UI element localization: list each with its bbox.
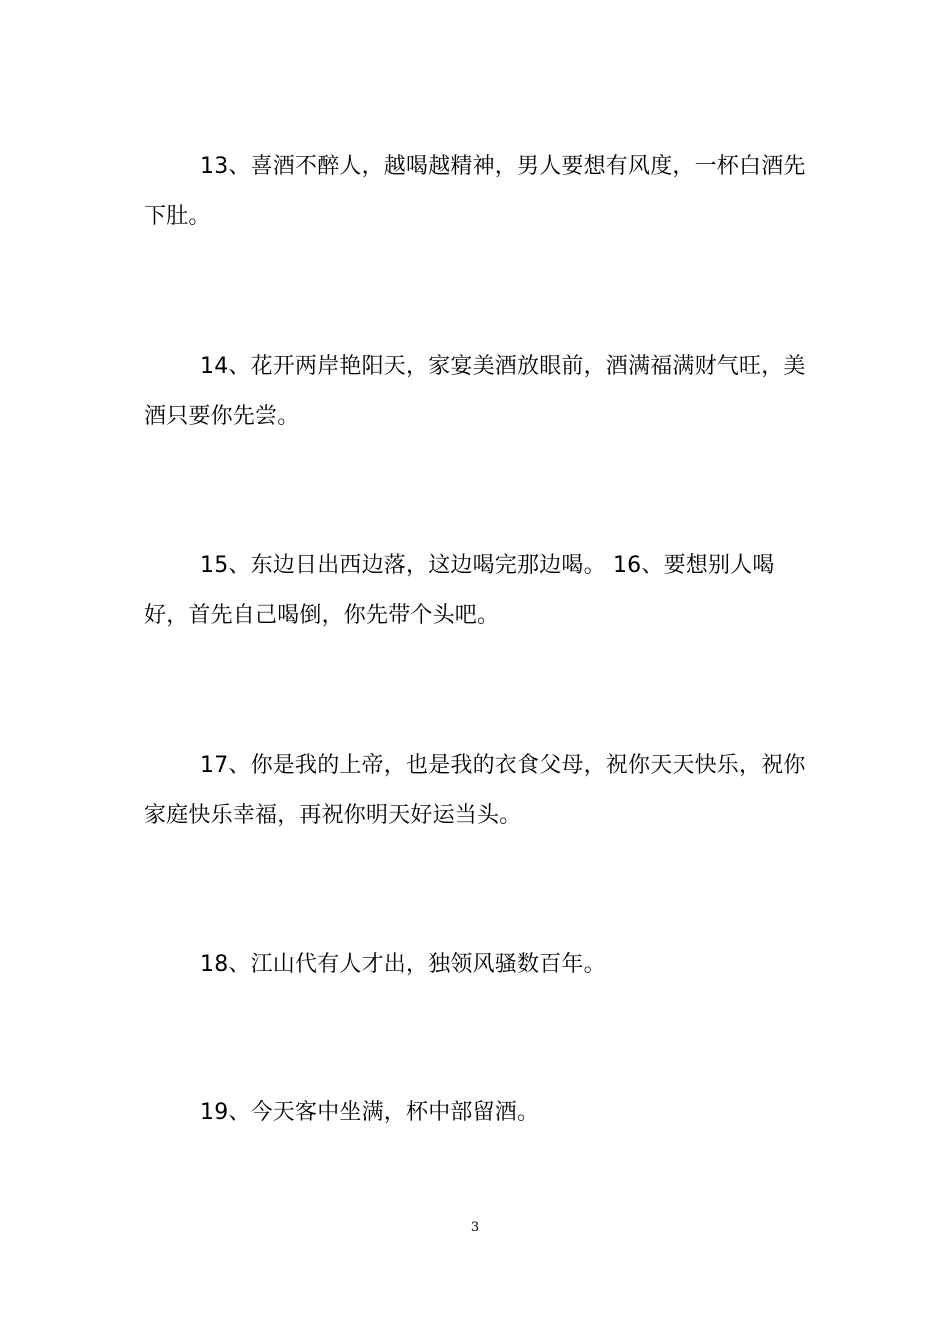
paragraph-13: 13、喜酒不醉人，越喝越精神，男人要想有风度，一杯白酒先下肚。 [144,154,806,229]
page-number: 3 [470,1220,480,1235]
paragraph-17: 17、你是我的上帝，也是我的衣食父母，祝你天天快乐，祝你家庭快乐幸福，再祝你明天好运当头。 [144,753,806,828]
paragraph-15-16: 15、东边日出西边落，这边喝完那边喝。 16、要想别人喝好，首先自己喝倒，你先带个头吧。 [144,553,775,628]
paragraph-18: 18、江山代有人才出，独领风骚数百年。 [200,952,606,977]
paragraph-14: 14、花开两岸艳阳天，家宴美酒放眼前，酒满福满财气旺，美酒只要你先尝。 [144,354,806,429]
paragraph-19: 19、今天客中坐满，杯中部留酒。 [200,1100,540,1125]
